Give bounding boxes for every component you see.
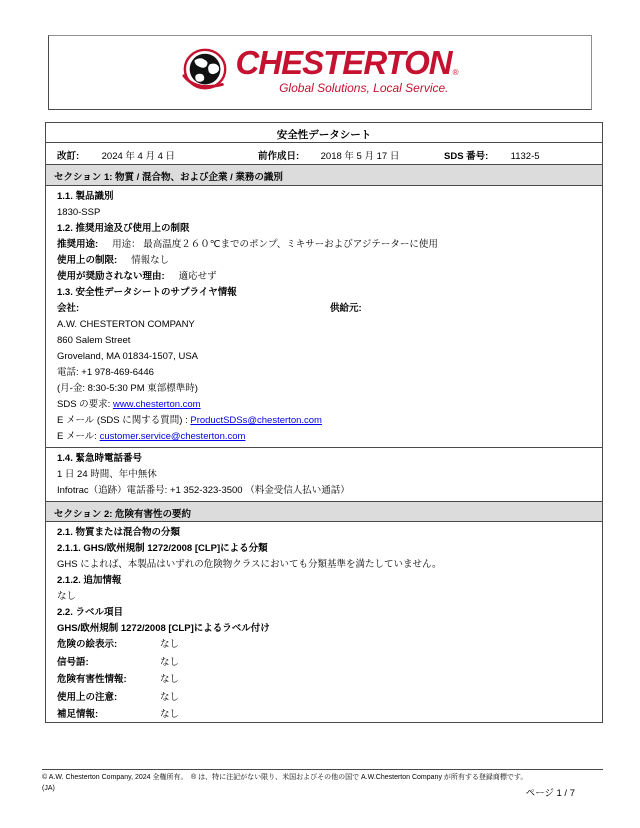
use-restrictions-label: 使用上の制限:	[57, 255, 118, 266]
classification-statement: GHS によれば、本製品はいずれの危険物クラスにおいても分類基準を満たしていません。	[57, 559, 442, 570]
s22-title: 2.2. ラベル項目	[57, 607, 123, 618]
previous-date-label: 前作成日:	[258, 151, 300, 162]
sds-request-label: SDS の要求:	[57, 399, 111, 410]
pictogram-value: なし	[160, 639, 180, 650]
company-phone: 電話: +1 978-469-6446	[57, 367, 154, 378]
s212-title: 2.1.2. 追加情報	[57, 575, 122, 586]
s11-title: 1.1. 製品識別	[57, 191, 114, 202]
section2-header: セクション 2: 危険有害性の要約	[46, 501, 602, 522]
sds-number-label: SDS 番号:	[444, 151, 489, 162]
globe-icon	[181, 46, 231, 99]
revision-value: 2024 年 4 月 4 日	[101, 151, 176, 162]
brand-name: CHESTERTON	[235, 44, 452, 81]
not-recommended-row	[57, 271, 594, 282]
not-recommended-label: 使用が奨励されない理由:	[57, 271, 165, 282]
sds-request-link[interactable]: www.chesterton.com	[112, 399, 201, 410]
company-name: A.W. CHESTERTON COMPANY	[57, 319, 195, 330]
recommended-use-label: 推奨用途:	[57, 239, 99, 250]
additional-info-value: なし	[57, 591, 77, 602]
recommended-use-row	[57, 239, 594, 250]
language-code: (JA)	[42, 785, 55, 792]
s21-title: 2.1. 物質または混合物の分類	[57, 527, 180, 538]
sds-request-row	[57, 399, 594, 410]
supplemental-info-label: 補足情報:	[57, 709, 99, 720]
previous-date-value: 2018 年 5 月 17 日	[320, 151, 400, 162]
footer-divider	[42, 769, 603, 770]
email-sds-label: E メール (SDS に関する質問) :	[57, 415, 188, 426]
email-sds-link[interactable]: ProductSDSs@chesterton.com	[190, 415, 322, 426]
pictogram-row	[57, 639, 594, 650]
infotrac-phone: Infotrac（追跡）電話番号: +1 352-323-3500 （料金受信人払い通話）	[57, 485, 350, 496]
revision-label: 改訂:	[57, 151, 80, 162]
supplemental-info-row	[57, 709, 594, 720]
not-recommended-value: 適応せず	[178, 271, 217, 282]
revision-meta-row	[46, 143, 602, 165]
use-restrictions-row	[57, 255, 594, 266]
section1-header: セクション 1: 物質 / 混合物、および企業 / 業務の識別	[46, 165, 602, 186]
section2-content	[46, 522, 602, 720]
logo-box	[48, 35, 592, 110]
signal-word-label: 信号語:	[57, 656, 89, 668]
s12-title: 1.2. 推奨用途及び使用上の制限	[57, 223, 190, 234]
emergency-hours: 1 日 24 時間、年中無休	[57, 469, 157, 480]
s14-title: 1.4. 緊急時電話番号	[57, 453, 142, 464]
email-service-row	[57, 431, 594, 442]
precautionary-row	[57, 692, 594, 703]
revision-date-cell	[46, 148, 258, 164]
signal-word-row	[57, 657, 594, 668]
sds-number-cell	[444, 148, 602, 164]
company-street: 860 Salem Street	[57, 335, 131, 346]
company-supplier-row	[57, 303, 594, 314]
registered-trademark-icon: ®	[452, 68, 459, 77]
hazard-statements-value: なし	[160, 674, 180, 685]
supplemental-info-value: なし	[160, 709, 180, 720]
company-city: Groveland, MA 01834-1507, USA	[57, 351, 199, 362]
company-label: 会社:	[57, 303, 80, 314]
brand-tagline: Global Solutions, Local Service.	[279, 81, 449, 95]
precautionary-value: なし	[160, 691, 180, 703]
signal-word-value: なし	[160, 656, 180, 668]
hazard-statements-label: 危険有害性情報:	[57, 674, 127, 685]
sds-number-value: 1132-5	[510, 151, 540, 162]
emergency-phone-block	[46, 448, 602, 496]
supplier-label: 供給元:	[330, 303, 362, 314]
email-service-link[interactable]: customer.service@chesterton.com	[99, 431, 246, 442]
sds-table	[45, 122, 603, 723]
s13-title: 1.3. 安全性データシートのサプライヤ情報	[57, 287, 237, 298]
product-identifier: 1830-SSP	[57, 207, 101, 218]
previous-date-cell	[258, 148, 444, 164]
document-title: 安全性データシート	[46, 123, 602, 143]
use-restrictions-value: 情報なし	[131, 255, 170, 266]
labeling-title: GHS/欧州規制 1272/2008 [CLP]によるラベル付け	[57, 623, 270, 634]
section1-content	[46, 186, 602, 442]
email-service-label: E メール:	[57, 431, 97, 442]
email-sds-row	[57, 415, 594, 426]
s211-title: 2.1.1. GHS/欧州規制 1272/2008 [CLP]による分類	[57, 543, 268, 554]
precautionary-label: 使用上の注意:	[57, 691, 118, 703]
copyright-notice: © A.W. Chesterton Company, 2024 全権所有。 ® は、特に注記がない限り、米国およびその他の国で A.W.Chesterton Company が所有する登録商標です。	[42, 774, 528, 781]
page-number: ページ 1 / 7	[525, 788, 575, 799]
hazard-statements-row	[57, 674, 594, 685]
recommended-use-value: 用途： 最高温度２６０℃までのポンプ、ミキサーおよびアジテーターに使用	[112, 239, 438, 250]
chesterton-logo	[181, 46, 458, 99]
company-hours: (月-金: 8:30-5:30 PM 東部標準時)	[57, 383, 198, 394]
pictogram-label: 危険の絵表示:	[57, 639, 118, 650]
page-footer	[42, 769, 603, 799]
